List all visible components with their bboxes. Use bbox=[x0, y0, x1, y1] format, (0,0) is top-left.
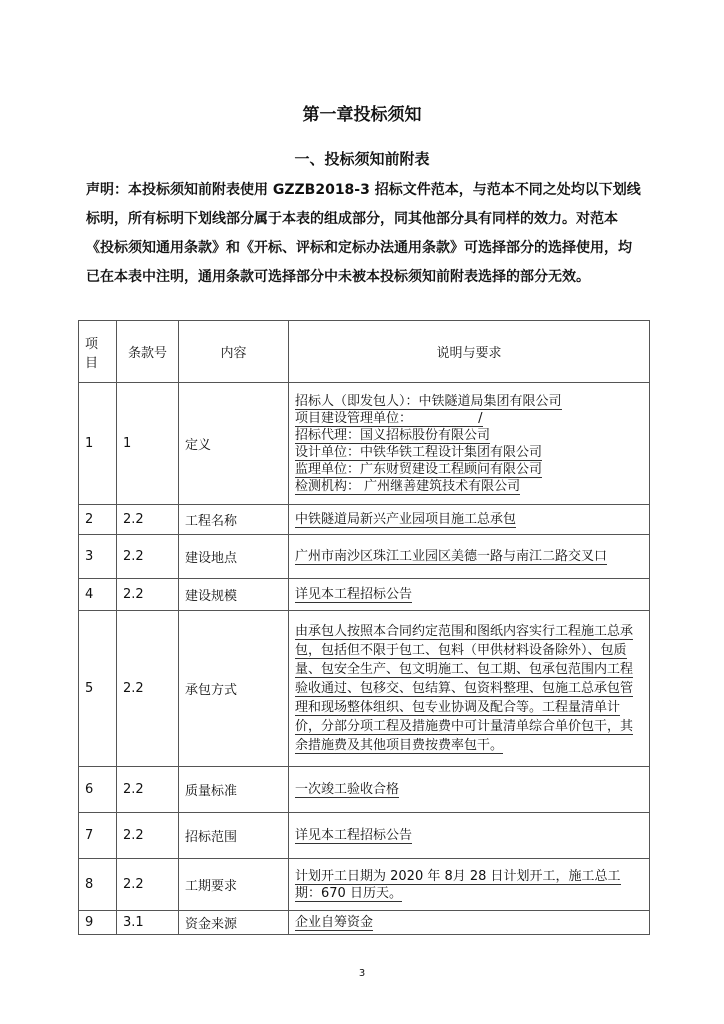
row-content: 建设地点 bbox=[179, 535, 289, 579]
table-row bbox=[79, 859, 650, 911]
row-description bbox=[289, 383, 650, 505]
table-row bbox=[79, 767, 650, 813]
row-description: 中铁隧道局新兴产业园项目施工总承包 bbox=[295, 512, 517, 527]
row-description: 广州市南沙区珠江工业园区美德一路与南江二路交叉口 bbox=[295, 549, 608, 564]
row-clause: 2.2 bbox=[117, 611, 179, 767]
row-description: 企业自筹资金 bbox=[295, 915, 374, 930]
row-content: 工期要求 bbox=[179, 859, 289, 911]
row-no: 6 bbox=[79, 767, 117, 813]
row-no: 2 bbox=[79, 505, 117, 535]
chapter-title: 第一章投标须知 bbox=[302, 105, 422, 125]
header-item-no: 项目 bbox=[79, 321, 117, 383]
section-title: 一、投标须知前附表 bbox=[294, 150, 430, 168]
testing-line: 检测机构： 广州继善建筑技术有限公司 bbox=[295, 478, 521, 494]
row-description: 由承包人按照本合同约定范围和图纸内容实行工程施工总承包，包括但不限于包工、包料（甲供材料设备除外）、包质量、包安全生产、包文明施工、包工期、包承包范围内工程验收通过、包移交、包结算、包资料整理、包施工总承包管理和现场整体组织、包专业协调及配合等。工程量清单计价，分部分项工程及措施费中可计量清单综合单价包干，其余措施费及其他项目费按费率包干。 bbox=[295, 624, 634, 753]
table-row bbox=[79, 813, 650, 859]
row-no: 5 bbox=[79, 611, 117, 767]
table-header-row bbox=[79, 321, 650, 383]
row-clause: 2.2 bbox=[117, 579, 179, 611]
row-content: 资金来源 bbox=[179, 911, 289, 935]
row-content: 承包方式 bbox=[179, 611, 289, 767]
row-clause: 3.1 bbox=[117, 911, 179, 935]
header-content: 内容 bbox=[179, 321, 289, 383]
supervisor-line: 监理单位：广东财贸建设工程顾问有限公司 bbox=[295, 461, 543, 477]
table-row bbox=[79, 911, 650, 935]
table-row bbox=[79, 579, 650, 611]
management-unit-line: 项目建设管理单位： / bbox=[295, 410, 483, 426]
designer-line: 设计单位：中铁华铁工程设计集团有限公司 bbox=[295, 444, 543, 460]
row-description: 计划开工日期为 2020 年 8月 28 日计划开工，施工总工期：670 日历天。 bbox=[295, 868, 621, 901]
row-clause: 2.2 bbox=[117, 505, 179, 535]
table-row bbox=[79, 535, 650, 579]
row-no: 8 bbox=[79, 859, 117, 911]
row-content: 建设规模 bbox=[179, 579, 289, 611]
row-no: 7 bbox=[79, 813, 117, 859]
row-description: 详见本工程招标公告 bbox=[295, 828, 413, 843]
table-row bbox=[79, 383, 650, 505]
row-content: 招标范围 bbox=[179, 813, 289, 859]
row-content: 定义 bbox=[179, 383, 289, 505]
row-clause: 2.2 bbox=[117, 813, 179, 859]
row-description: 详见本工程招标公告 bbox=[295, 587, 413, 602]
page-number: 3 bbox=[358, 968, 366, 979]
table-row bbox=[79, 505, 650, 535]
row-clause: 1 bbox=[117, 383, 179, 505]
agent-line: 招标代理：国义招标股份有限公司 bbox=[295, 427, 491, 443]
header-description: 说明与要求 bbox=[289, 321, 650, 383]
row-no: 3 bbox=[79, 535, 117, 579]
table-row bbox=[79, 611, 650, 767]
bid-instructions-table bbox=[78, 320, 650, 935]
row-no: 9 bbox=[79, 911, 117, 935]
row-no: 4 bbox=[79, 579, 117, 611]
tenderer-line: 招标人（即发包人）：中铁隧道局集团有限公司 bbox=[295, 393, 562, 409]
row-clause: 2.2 bbox=[117, 535, 179, 579]
row-content: 工程名称 bbox=[179, 505, 289, 535]
row-no: 1 bbox=[79, 383, 117, 505]
row-clause: 2.2 bbox=[117, 767, 179, 813]
row-clause: 2.2 bbox=[117, 859, 179, 911]
row-content: 质量标准 bbox=[179, 767, 289, 813]
header-clause: 条款号 bbox=[117, 321, 179, 383]
statement-paragraph: 声明：本投标须知前附表使用 GZZB2018-3 招标文件范本，与范本不同之处均以下划线标明，所有标明下划线部分属于本表的组成部分，同其他部分具有同样的效力。对范本《投标须知通用条款》和《开标、评标和定标办法通用条款》可选择部分的选择使用，均已在本表中注明，通用条款可选择部分中未被本投标须知前附表选择的部分无效。 bbox=[86, 182, 641, 285]
row-description: 一次竣工验收合格 bbox=[295, 782, 400, 797]
